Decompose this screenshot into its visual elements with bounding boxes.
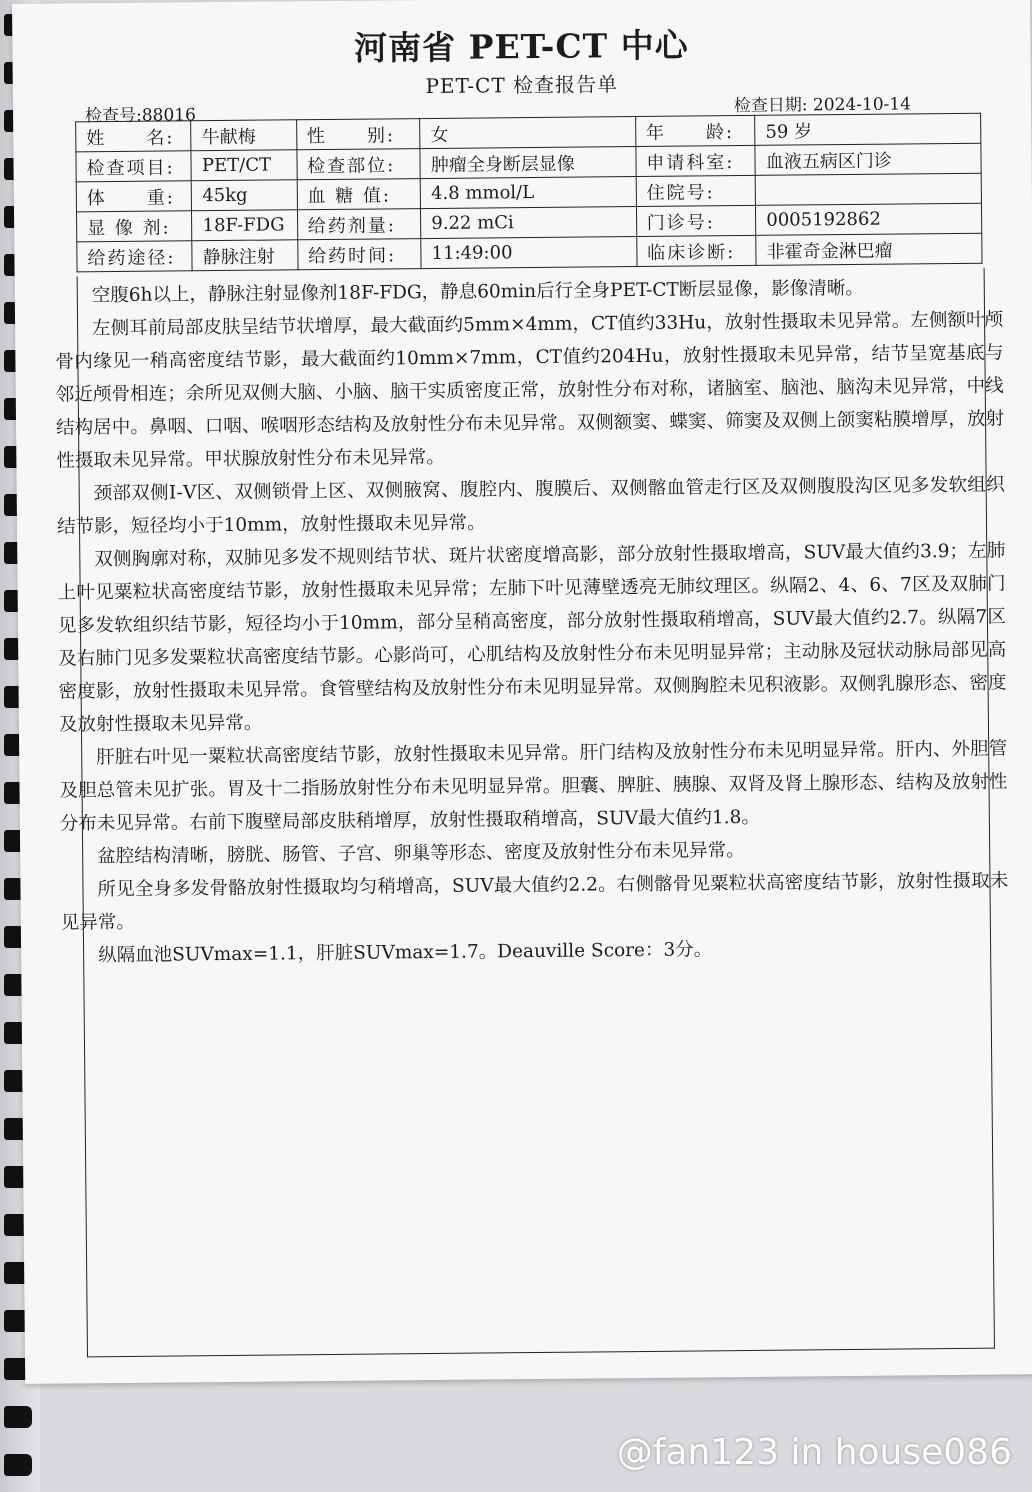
info-label: 给药剂量:: [297, 209, 421, 240]
info-value: [755, 173, 981, 205]
findings-paragraph: 左侧耳前局部皮肤呈结节状增厚，最大截面约5mm×4mm，CT值约33Hu，放射性摄取未见异常。左侧额叶颅骨内缘见一稍高密度结节影，最大截面约10mm×7mm，CT值约204Hu，放射性摄取未见异常，结节呈宽基底与邻近颅骨相连；余所见双侧大脑、小脑、脑干实质密度正常，放射性分布对称，诸脑室、脑池、脑沟未见异常，中线结构居中。鼻咽、口咽、喉咽形态结构及放射性分布未见异常。双侧额窦、蝶窦、筛窦及双侧上颌窦粘膜增厚，放射性摄取未见异常。甲状腺放射性分布未见异常。: [55, 309, 1005, 472]
info-label: 检查项目:: [76, 151, 192, 182]
info-label: 临床诊断:: [636, 235, 756, 266]
binder-ring: [4, 1406, 32, 1428]
findings-paragraph: 肝脏右叶见一粟粒状高密度结节影，放射性摄取未见异常。肝门结构及放射性分布未见明显异常。肝内、外胆管及胆总管未见扩张。胃及十二指肠放射性分布未见明显异常。胆囊、脾脏、胰腺、双肾及肾上腺形态、结构及放射性分布未见异常。右前下腹壁局部皮肤稍增厚，放射性摄取稍增高，SUV最大值约1.8。: [59, 738, 1008, 835]
info-value: 静脉注射: [192, 240, 297, 271]
findings-paragraph: 盆腔结构清晰，膀胱、肠管、子宫、卵巢等形态、密度及放射性分布未见异常。: [97, 840, 745, 868]
info-value: 非霍奇金淋巴瘤: [756, 233, 982, 265]
report-title: 河南省 PET-CT 中心: [353, 25, 689, 68]
info-value: 59 岁: [755, 113, 981, 145]
report-page: [12, 0, 1032, 1384]
info-label: 年 龄:: [635, 115, 755, 146]
report-subtitle: PET-CT 检查报告单: [425, 72, 619, 99]
info-value: PET/CT: [191, 150, 296, 181]
exam-number: 检查号:88016: [84, 105, 196, 127]
info-value: 9.22 mCi: [421, 207, 637, 239]
info-label: 体 重:: [76, 181, 192, 212]
findings-paragraph: 所见全身多发骨骼放射性摄取均匀稍增高，SUV最大值约2.2。右侧髂骨见粟粒状高密度结节影，放射性摄取未见异常。: [60, 870, 1009, 934]
info-label: 门诊号:: [636, 205, 756, 236]
info-label: 性 别:: [296, 119, 420, 150]
info-value: 45kg: [192, 180, 297, 211]
exam-date: 检查日期: 2024-10-14: [733, 94, 912, 117]
findings-paragraph: 颈部双侧Ⅰ-Ⅴ区、双侧锁骨上区、双侧腋窝、腹腔内、腹膜后、双侧髂血管走行区及双侧腹股沟区见多发软组织结节影，短径均小于10mm，放射性摄取未见异常。: [56, 474, 1005, 538]
info-label: 给药时间:: [297, 239, 421, 270]
binder-ring: [4, 1454, 32, 1476]
info-label: 给药途径:: [77, 241, 193, 272]
info-label: 显 像 剂:: [76, 211, 192, 242]
info-value: 4.8 mmol/L: [420, 177, 636, 209]
info-value: 11:49:00: [421, 237, 637, 269]
patient-info-table: [75, 113, 982, 273]
findings-paragraph: 纵隔血池SUVmax=1.1，肝脏SUVmax=1.7。Deauville Score：3分。: [98, 939, 713, 967]
info-label: 姓 名:: [76, 121, 192, 152]
watermark: @fan123 in house086: [616, 1432, 1012, 1473]
info-label: 检查部位:: [297, 149, 421, 180]
info-label: 申请科室:: [636, 145, 756, 176]
info-value: 女: [420, 117, 636, 149]
info-label: 血 糖 值:: [297, 179, 421, 210]
info-label: 住院号:: [636, 175, 756, 206]
findings-paragraph: 空腹6h以上，静脉注射显像剂18F-FDG，静息60min后行全身PET-CT断层显像，影像清晰。: [91, 277, 864, 307]
info-value: 0005192862: [756, 203, 982, 235]
info-value: 牛献梅: [191, 120, 296, 151]
info-value: 肿瘤全身断层显像: [420, 147, 636, 179]
info-value: 血液五病区门诊: [755, 143, 981, 175]
findings-text: [55, 271, 1010, 973]
info-value: 18F-FDG: [192, 210, 297, 241]
findings-paragraph: 双侧胸廓对称，双肺见多发不规则结节状、斑片状密度增高影，部分放射性摄取增高，SUV最大值约3.9；左肺上叶见粟粒状高密度结节影，放射性摄取未见异常；左肺下叶见薄壁透亮无肺纹理区。纵隔2、4、6、7区及双肺门见多发软组织结节影，短径均小于10mm，部分呈稍高密度，部分放射性摄取稍增高，SUV最大值约2.7。纵隔7区及右肺门见多发粟粒状高密度结节影。心影尚可，心肌结构及放射性分布未见明显异常；主动脉及冠状动脉局部见高密度影，放射性摄取未见异常。食管壁结构及放射性分布未见明显异常。双侧胸腔未见积液影。双侧乳腺形态、密度及放射性摄取未见异常。: [57, 540, 1007, 736]
